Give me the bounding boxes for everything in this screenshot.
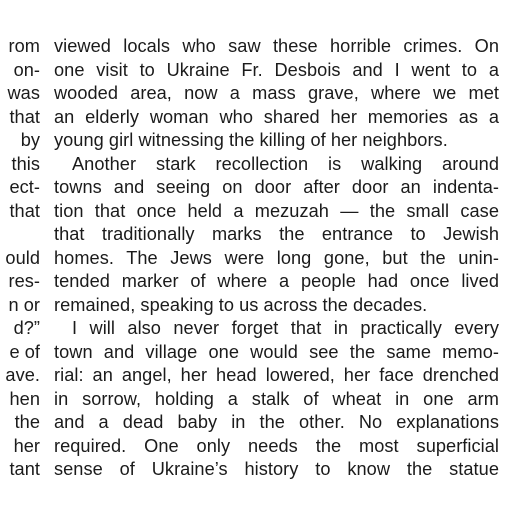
left-line: was [7,83,40,103]
body-line: that traditionally marks the entrance to Jewish [54,224,499,244]
body-line: required. One only needs the most superficial [54,435,499,456]
left-line: ould [5,247,40,268]
left-line: rom [8,36,40,56]
body-line: tion that once held a mezuzah — the small case [54,200,499,221]
right-column-text [54,35,499,482]
body-line: remained, speaking to us across the decades. [54,294,428,315]
body-line: viewed locals who saw these horrible crimes. On [54,36,499,56]
body-line: rial: an angel, her head lowered, her face drenched [54,365,499,385]
body-line: sense of Ukraine’s history to know the statue [54,459,499,479]
left-line: res- [8,271,40,291]
left-line: d?” [13,318,40,338]
paragraph-1 [54,35,499,153]
left-line: hen [9,388,40,409]
left-line: this [11,153,40,174]
body-line: tended marker of where a people had once lived [54,271,499,291]
body-line: wooded area, now a mass grave, where we met [54,83,499,103]
body-line: homes. The Jews were long gone, but the unin- [54,247,499,268]
left-line: the [14,412,40,432]
paragraph-3 [54,317,499,482]
body-line: one visit to Ukraine Fr. Desbois and I went to a [54,59,499,80]
body-line: town and village one would see the same memo- [54,341,499,362]
body-line: in sorrow, holding a stalk of wheat in one arm [54,388,499,409]
left-line: n or [8,294,40,315]
body-line: towns and seeing on door after door an indenta- [54,177,499,197]
left-column-text [0,35,40,482]
body-line: and a dead baby in the other. No explanations [54,412,499,432]
left-line: ave. [5,365,40,385]
left-line: that [9,200,40,221]
body-line: I will also never forget that in practically every [72,318,499,338]
left-line: by [20,130,40,150]
left-line: e of [9,341,40,362]
left-line [0,223,40,247]
left-line: her [13,435,40,456]
body-line: Another stark recollection is walking around [72,153,499,174]
left-line: that [9,106,40,127]
left-line: tant [9,459,40,479]
left-line: on- [13,59,40,80]
body-line: young girl witnessing the killing of her neighbors. [54,130,448,150]
left-line: ect- [9,177,40,197]
body-line: an elderly woman who shared her memories as a [54,106,499,127]
paragraph-2 [54,153,499,318]
